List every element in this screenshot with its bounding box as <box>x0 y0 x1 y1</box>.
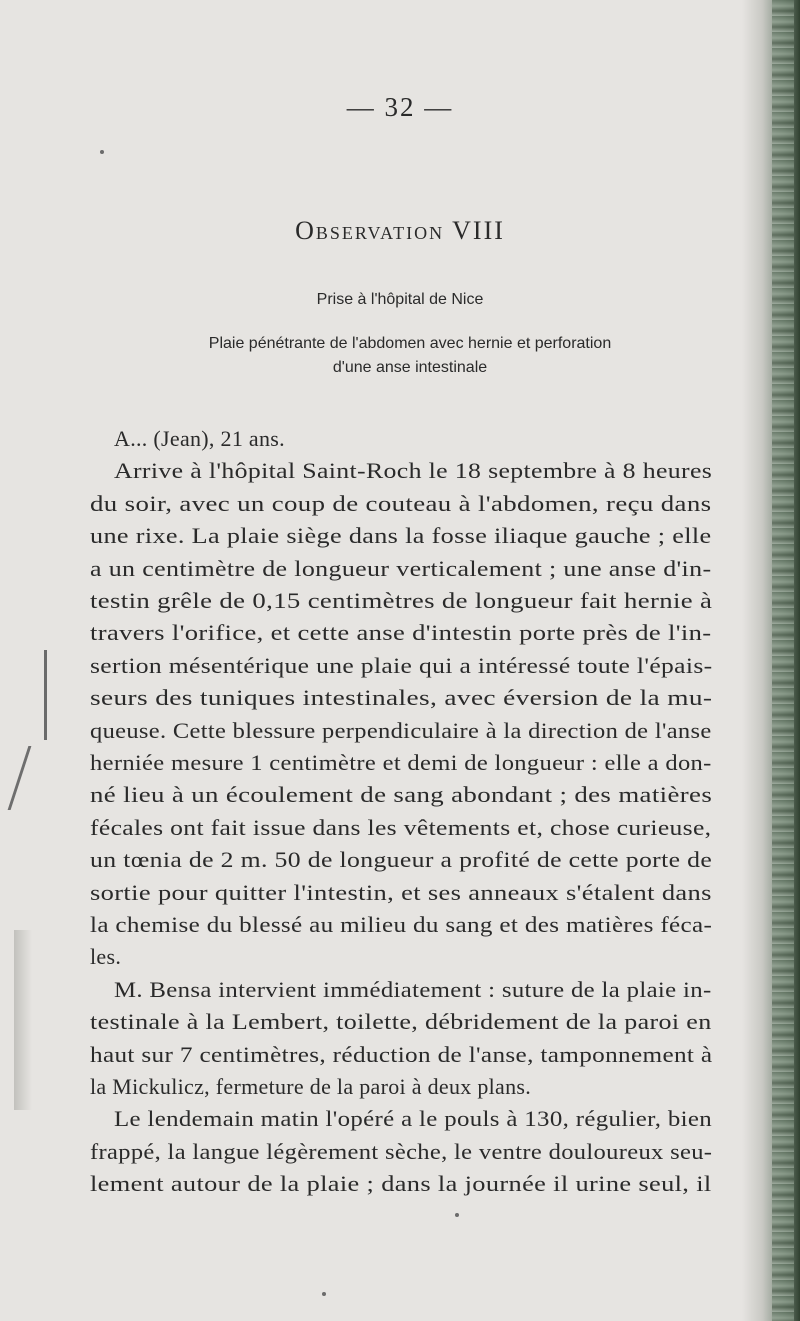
body-line: du soir, avec un coup de couteau à l'abdomen, reçu dans <box>90 490 712 516</box>
body-line: une rixe. La plaie siège dans la fosse iliaque gauche ; elle <box>90 523 712 549</box>
body-line: lement autour de la plaie ; dans la journée il urine seul, il <box>90 1171 712 1197</box>
body-line: frappé, la langue légèrement sèche, le ventre douloureux seu- <box>90 1138 713 1164</box>
observation-description <box>150 332 670 380</box>
description-line: Plaie pénétrante de l'abdomen avec hernie et perforation <box>208 335 612 352</box>
body-line: la Mickulicz, fermeture de la paroi à deux plans. <box>90 1074 532 1099</box>
body-line: les. <box>90 944 122 970</box>
body-line: sortie pour quitter l'intestin, et ses anneaux s'étalent dans <box>90 879 712 905</box>
body-line: A... (Jean), 21 ans. <box>114 426 285 451</box>
body-line: Arrive à l'hôpital Saint-Roch le 18 septembre à 8 heures <box>114 458 713 484</box>
body-line: travers l'orifice, et cette anse d'intestin porte près de l'in- <box>90 620 712 646</box>
page-number: — 32 — <box>346 92 454 122</box>
binding-strip <box>772 0 794 1321</box>
margin-pencil-marks <box>14 650 60 1110</box>
body-line: testinale à la Lembert, toilette, débridement de la paroi en <box>90 1009 712 1035</box>
body-line: sertion mésentérique une plaie qui a intéressé toute l'épais- <box>90 652 713 678</box>
observation-title: Observation VIII <box>295 216 505 245</box>
body-line: Le lendemain matin l'opéré a le pouls à 130, régulier, bien <box>114 1106 713 1132</box>
description-line: d'une anse intestinale <box>332 359 488 376</box>
body-line: seurs des tuniques intestinales, avec éversion de la mu- <box>90 685 713 711</box>
body-line: herniée mesure 1 centimètre et demi de longueur : elle a don- <box>90 750 712 775</box>
body-line: haut sur 7 centimètres, réduction de l'anse, tamponnement à <box>90 1041 713 1067</box>
paper-speck <box>455 1213 459 1217</box>
paper-speck <box>100 150 104 154</box>
margin-smudge <box>14 930 32 1110</box>
paper-speck <box>322 1292 326 1296</box>
observation-subtitle: Prise à l'hôpital de Nice <box>316 291 484 308</box>
body-line: a un centimètre de longueur verticalement ; une anse d'in- <box>90 555 712 581</box>
body-line: testin grêle de 0,15 centimètres de longueur fait hernie à <box>90 588 713 613</box>
page-edge-shadow <box>742 0 800 1321</box>
body-line: M. Bensa intervient immédiatement : suture de la plaie in- <box>114 976 712 1002</box>
body-line: un tœnia de 2 m. 50 de longueur a profité de cette porte de <box>90 847 713 873</box>
margin-mark-line <box>44 650 47 740</box>
body-line: la chemise du blessé au milieu du sang et des matières féca- <box>90 912 713 937</box>
body-line: fécales ont fait issue dans les vêtements et, chose curieuse, <box>90 814 712 840</box>
body-line: né lieu à un écoulement de sang abondant ; des matières <box>90 782 713 808</box>
body-line: queuse. Cette blessure perpendiculaire à la direction de l'anse <box>90 717 712 743</box>
margin-mark-bracket <box>8 746 72 810</box>
